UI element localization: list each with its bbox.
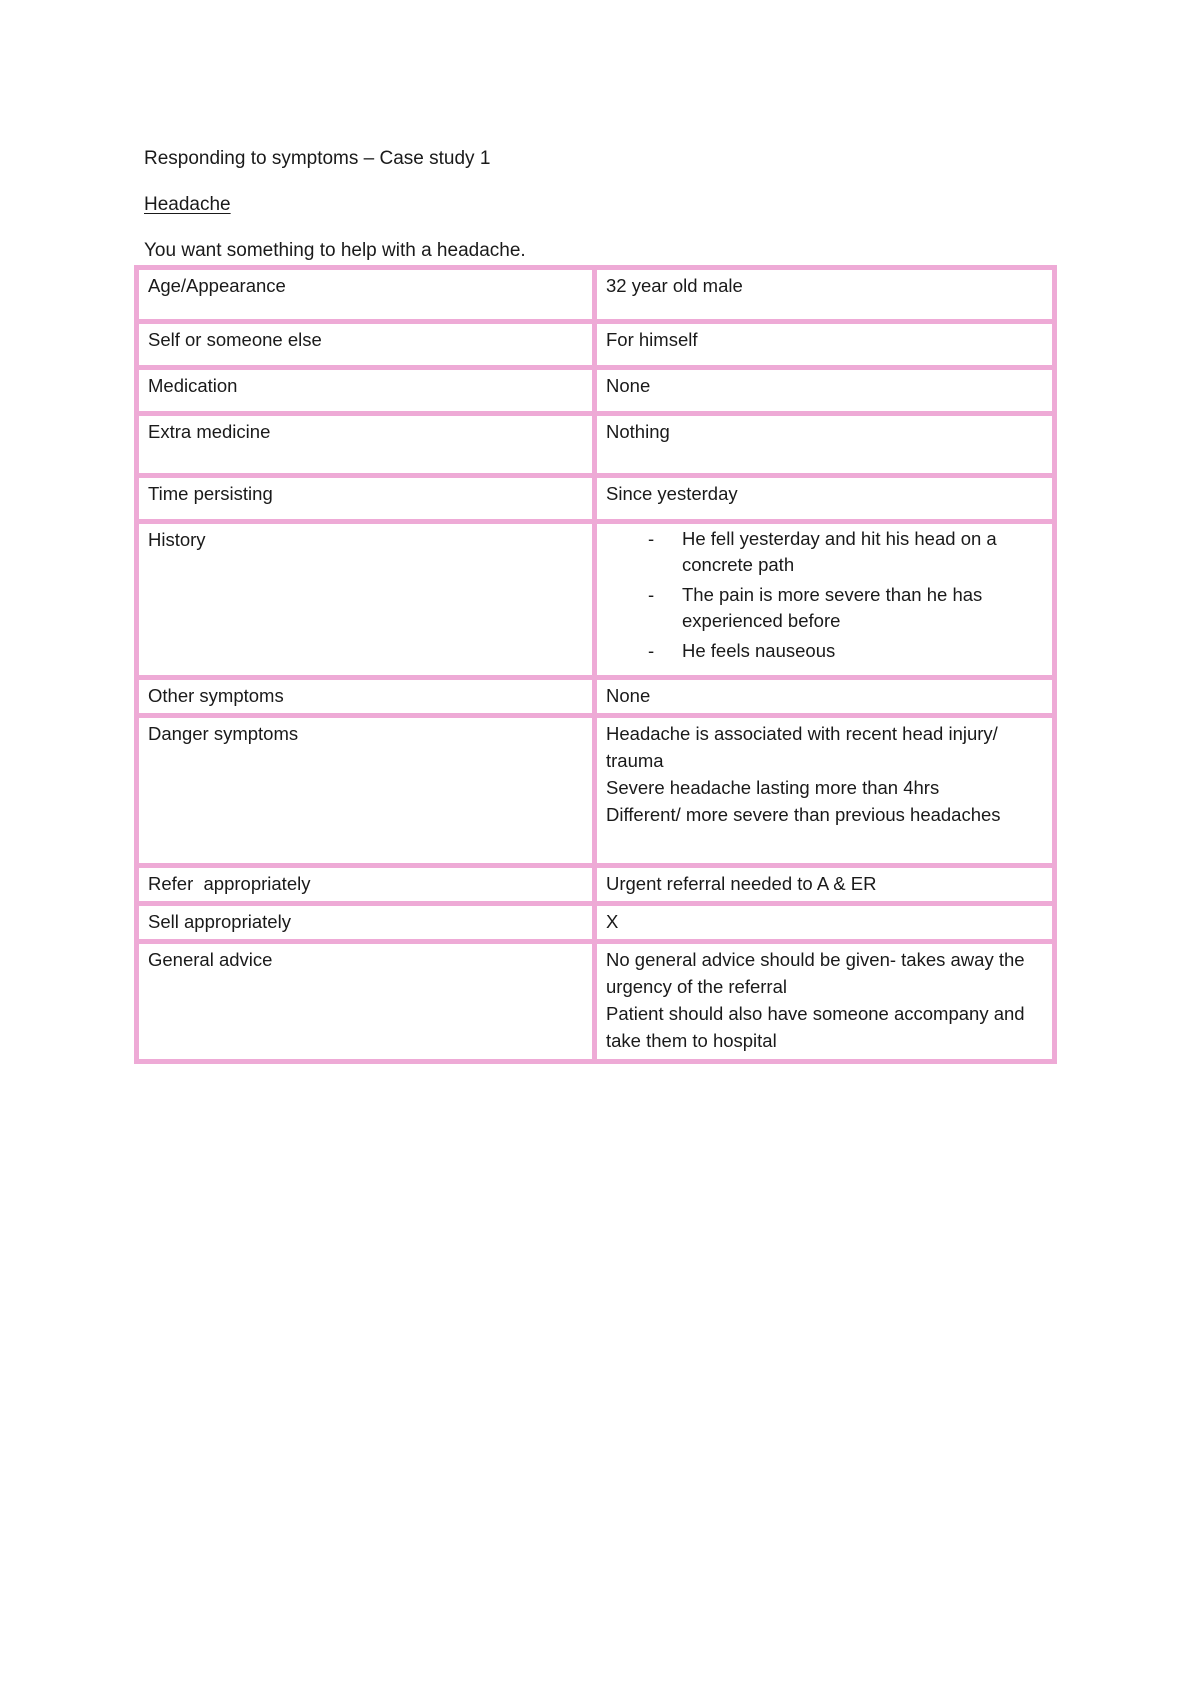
table-row-sell [137,904,1055,942]
table-row-age [137,268,1055,322]
table-row-danger-symptoms [137,716,1055,866]
section-heading: Headache [144,194,231,215]
row-value: Since yesterday [595,476,1055,522]
row-value [595,942,1055,1062]
row-value: Nothing [595,414,1055,476]
row-value [595,522,1055,678]
row-label: Danger symptoms [137,716,595,866]
row-label: Medication [137,368,595,414]
table-row-history [137,522,1055,678]
row-label: Sell appropriately [137,904,595,942]
row-value [595,716,1055,866]
row-value: Urgent referral needed to A & ER [595,866,1055,904]
danger-line: Severe headache lasting more than 4hrs [606,777,940,798]
table-row-other-symptoms [137,678,1055,716]
row-value: None [595,368,1055,414]
row-label: Extra medicine [137,414,595,476]
row-label: History [137,522,595,678]
row-value: None [595,678,1055,716]
row-label: Age/Appearance [137,268,595,322]
row-label: Time persisting [137,476,595,522]
row-label: General advice [137,942,595,1062]
table-row-time [137,476,1055,522]
history-list [606,526,1043,664]
list-item: - He fell yesterday and hit his head on a concrete path [648,526,1043,578]
table-row-general-advice [137,942,1055,1062]
advice-line: Patient should also have someone accompany and take them to hospital [606,1003,1025,1051]
list-item: - He feels nauseous [648,638,1043,664]
row-label: Other symptoms [137,678,595,716]
row-label: Self or someone else [137,322,595,368]
list-item: - The pain is more severe than he has experienced before [648,582,1043,634]
table-row-medication [137,368,1055,414]
table-row-self [137,322,1055,368]
danger-line: Headache is associated with recent head injury/ trauma [606,723,998,771]
row-value: X [595,904,1055,942]
table-row-refer [137,866,1055,904]
advice-line: No general advice should be given- takes away the urgency of the referral [606,949,1025,997]
danger-line: Different/ more severe than previous headaches [606,804,1001,825]
intro-text: You want something to help with a headache. [144,240,526,261]
document-title: Responding to symptoms – Case study 1 [144,148,491,169]
row-label: Refer appropriately [137,866,595,904]
case-study-table [134,265,1057,1064]
row-value: For himself [595,322,1055,368]
table-row-extra-medicine [137,414,1055,476]
row-value: 32 year old male [595,268,1055,322]
